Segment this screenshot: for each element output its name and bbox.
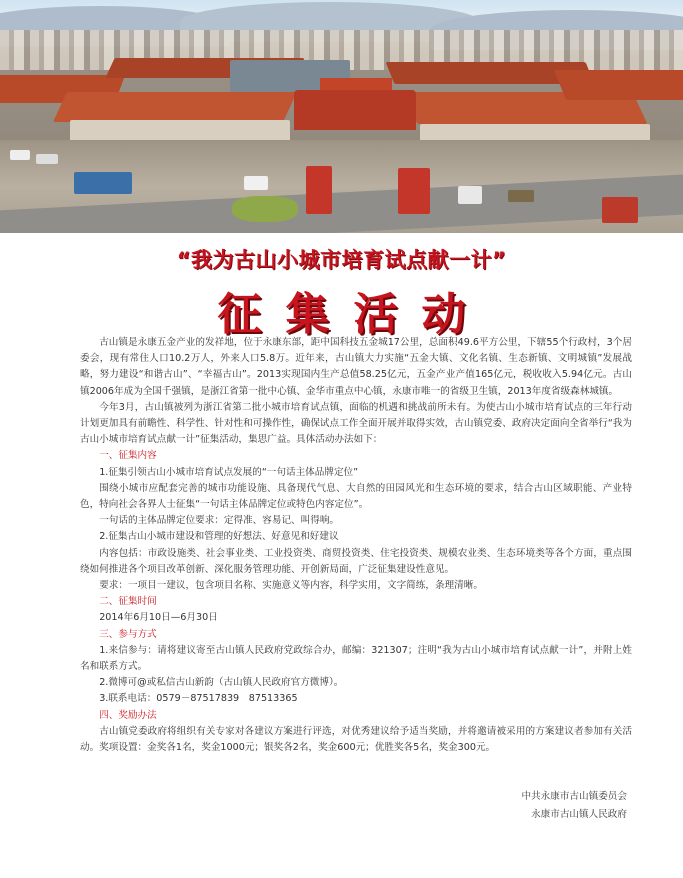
truck (602, 197, 638, 223)
section-line: 围绕小城市应配套完善的城市功能设施、具备现代气息、大自然的田园风光和生态环境的要求，结合古山区域职能、产业特色，特向社会各界人士征集“一句话主体品牌定位或特色内容定位”。 (80, 482, 632, 511)
goods-pile (232, 196, 298, 222)
car (10, 150, 30, 160)
section-heading: 三、参与方式 (99, 628, 157, 640)
car (458, 186, 482, 204)
section-heading: 二、征集时间 (99, 596, 157, 608)
truck (306, 166, 332, 214)
signature-party-committee: 中共永康市古山镇委员会 (521, 791, 627, 802)
intro-paragraph: 今年3月，古山镇被列为浙江省第二批小城市培育试点镇，面临的机遇和挑战前所未有。为使古山小城市培育试点的三年行动计划更加具有前瞻性、科学性、针对性和可操作性，确保试点工作全面开展并取得实效，古山镇党委、政府决定面向全省举行“我为古山小城市培育试点献一计”征集活动，集思广益。具体活动办法如下： (80, 401, 632, 446)
section-line: 2.征集古山小城市建设和管理的好想法、好意见和好建议 (99, 531, 339, 543)
building-facade (70, 120, 290, 142)
article-body (80, 335, 632, 756)
section-line: 内容包括：市政设施类、社会事业类、工业投资类、商贸投资类、住宅投资类、规模农业类、生态环境类等各个方面，重点围绕如何推进各个项目改革创新、深化服务管理功能、开创新局面，广泛征集建设性意见。 (80, 547, 632, 575)
truck (74, 172, 132, 194)
section-heading: 一、征集内容 (99, 450, 157, 462)
market-roof (554, 70, 683, 100)
section-line: 古山镇党委政府将组织有关专家对各建议方案进行评选，对优秀建议给予适当奖励，并将邀请被采用的方案建议者参加有关活动。奖项设置：金奖各1名，奖金1000元；银奖各2名，奖金600元；优胜奖各5名，奖金300元。 (80, 725, 632, 754)
truck (508, 190, 534, 202)
intro-paragraph: 古山镇是永康五金产业的发祥地，位于永康东部，距中国科技五金城17公里，总面积49.6平方公里，下辖55个行政村，3个居委会，现有常住人口10.2万人，外来人口5.8万。近年来，古山镇大力实施“五金大镇、文化名镇、生态新镇、文明城镇”发展战略，努力建设“和谐古山”、“幸福古山”。2013实现国内生产总值58.25亿元，五金产业产值165亿元，税收收入5.94亿元。古山镇2006年成为全国千强镇，是浙江省第一批中心镇、金华市重点中心镇，永康市唯一的省级卫生镇，2013年度省级森林城镇。 (80, 337, 632, 397)
section-line: 1.来信参与：请将建议寄至古山镇人民政府党政综合办，邮编：321307；注明“我为古山小城市培育试点献一计”，并附上姓名和联系方式。 (80, 644, 632, 673)
section-line: 要求：一项目一建议，包含项目名称、实施意义等内容，科学实用，文字简练，条理清晰。 (99, 580, 483, 592)
signature-government: 永康市古山镇人民政府 (531, 809, 627, 820)
page-title: 征集活动 (217, 289, 490, 340)
aerial-market-photo (0, 0, 683, 233)
campaign-headline: “我为古山小城市培育试点献一计” (176, 248, 507, 272)
car (36, 154, 58, 164)
section-line: 2014年6月10日—6月30日 (99, 612, 218, 624)
section-line: 1.征集引领古山小城市培育试点发展的“一句话主体品牌定位” (99, 466, 359, 478)
car (244, 176, 268, 190)
market-roof (53, 92, 297, 122)
truck (398, 168, 430, 214)
section-heading: 四、奖励办法 (99, 709, 157, 721)
section-line: 3.联系电话：0579－87517839 87513365 (99, 693, 298, 705)
market-gate (294, 90, 416, 130)
section-line: 一句话的主体品牌定位要求：定得准、容易记、叫得响。 (99, 515, 340, 527)
section-line: 2.微博可@或私信古山新韵（古山镇人民政府官方微博）。 (99, 677, 344, 689)
